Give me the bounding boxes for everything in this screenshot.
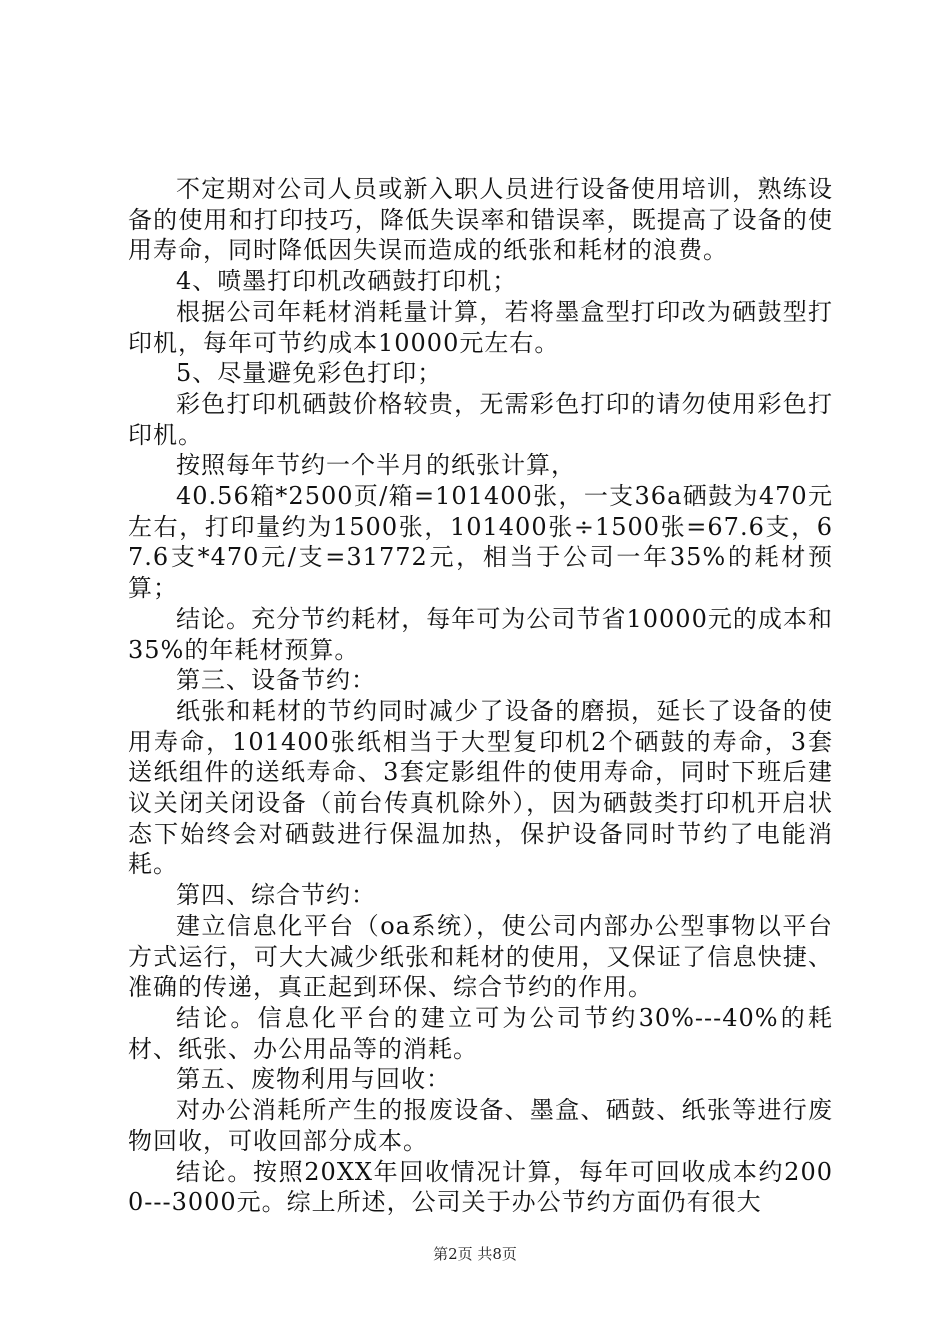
heading-recycling: 第五、废物利用与回收：: [176, 1065, 451, 1094]
paragraph-conclusion-recycling: 结论。按照20XX年回收情况计算，每年可回收成本约2000---3000元。综上所述，公司关于办公节约方面仍有很大: [128, 1157, 833, 1217]
heading-equipment-savings: 第三、设备节约：: [176, 666, 376, 695]
page-footer: [0, 1244, 950, 1264]
paragraph-toner-savings: 根据公司年耗材消耗量计算，若将墨盒型打印改为硒鼓型打印机，每年可节约成本10000元左右。: [128, 297, 833, 357]
heading-avoid-color-printing: 5、尽量避免彩色打印；: [176, 359, 443, 388]
paragraph-conclusion-consumables: 结论。充分节约耗材，每年可为公司节省10000元的成本和35%的年耗材预算。: [128, 604, 833, 664]
page-number: 第2页 共8页: [433, 1245, 517, 1263]
paragraph-equipment-savings: 纸张和耗材的节约同时减少了设备的磨损，延长了设备的使用寿命，101400张纸相当于大型复印机2个硒鼓的寿命，3套送纸组件的送纸寿命、3套定影组件的使用寿命，同时下班后建议关闭关闭设备（前台传真机除外），因为硒鼓类打印机开启状态下始终会对硒鼓进行保温加热，保护设备同时节约了电能消耗。: [128, 696, 833, 879]
paragraph-paper-calc-intro: 按照每年节约一个半月的纸张计算，: [176, 451, 576, 480]
heading-inkjet-to-toner: 4、喷墨打印机改硒鼓打印机；: [176, 267, 518, 296]
paragraph-conclusion-platform: 结论。信息化平台的建立可为公司节约30%---40%的耗材、纸张、办公用品等的消耗。: [128, 1003, 833, 1063]
heading-comprehensive-savings: 第四、综合节约：: [176, 881, 376, 910]
document-body: [128, 174, 833, 1218]
paragraph-recycling: 对办公消耗所产生的报废设备、墨盒、硒鼓、纸张等进行废物回收，可收回部分成本。: [128, 1096, 833, 1155]
paragraph-oa-system: 建立信息化平台（oa系统），使公司内部办公型事物以平台方式运行，可大大减少纸张和耗材的使用，又保证了信息快捷、准确的传递，真正起到环保、综合节约的作用。: [128, 911, 833, 1002]
paragraph-training: 不定期对公司人员或新入职人员进行设备使用培训，熟练设备的使用和打印技巧，降低失误率和错误率，既提高了设备的使用寿命，同时降低因失误而造成的纸张和耗材的浪费。: [128, 175, 833, 265]
paragraph-color-printer: 彩色打印机硒鼓价格较贵，无需彩色打印的请勿使用彩色打印机。: [128, 389, 833, 449]
paragraph-paper-calc: 40.56箱*2500页/箱=101400张，一支36a硒鼓为470元左右，打印量约为1500张，101400张÷1500张=67.6支，67.6支*470元/支=31772元，相当于公司一年35%的耗材预算；: [128, 482, 833, 603]
